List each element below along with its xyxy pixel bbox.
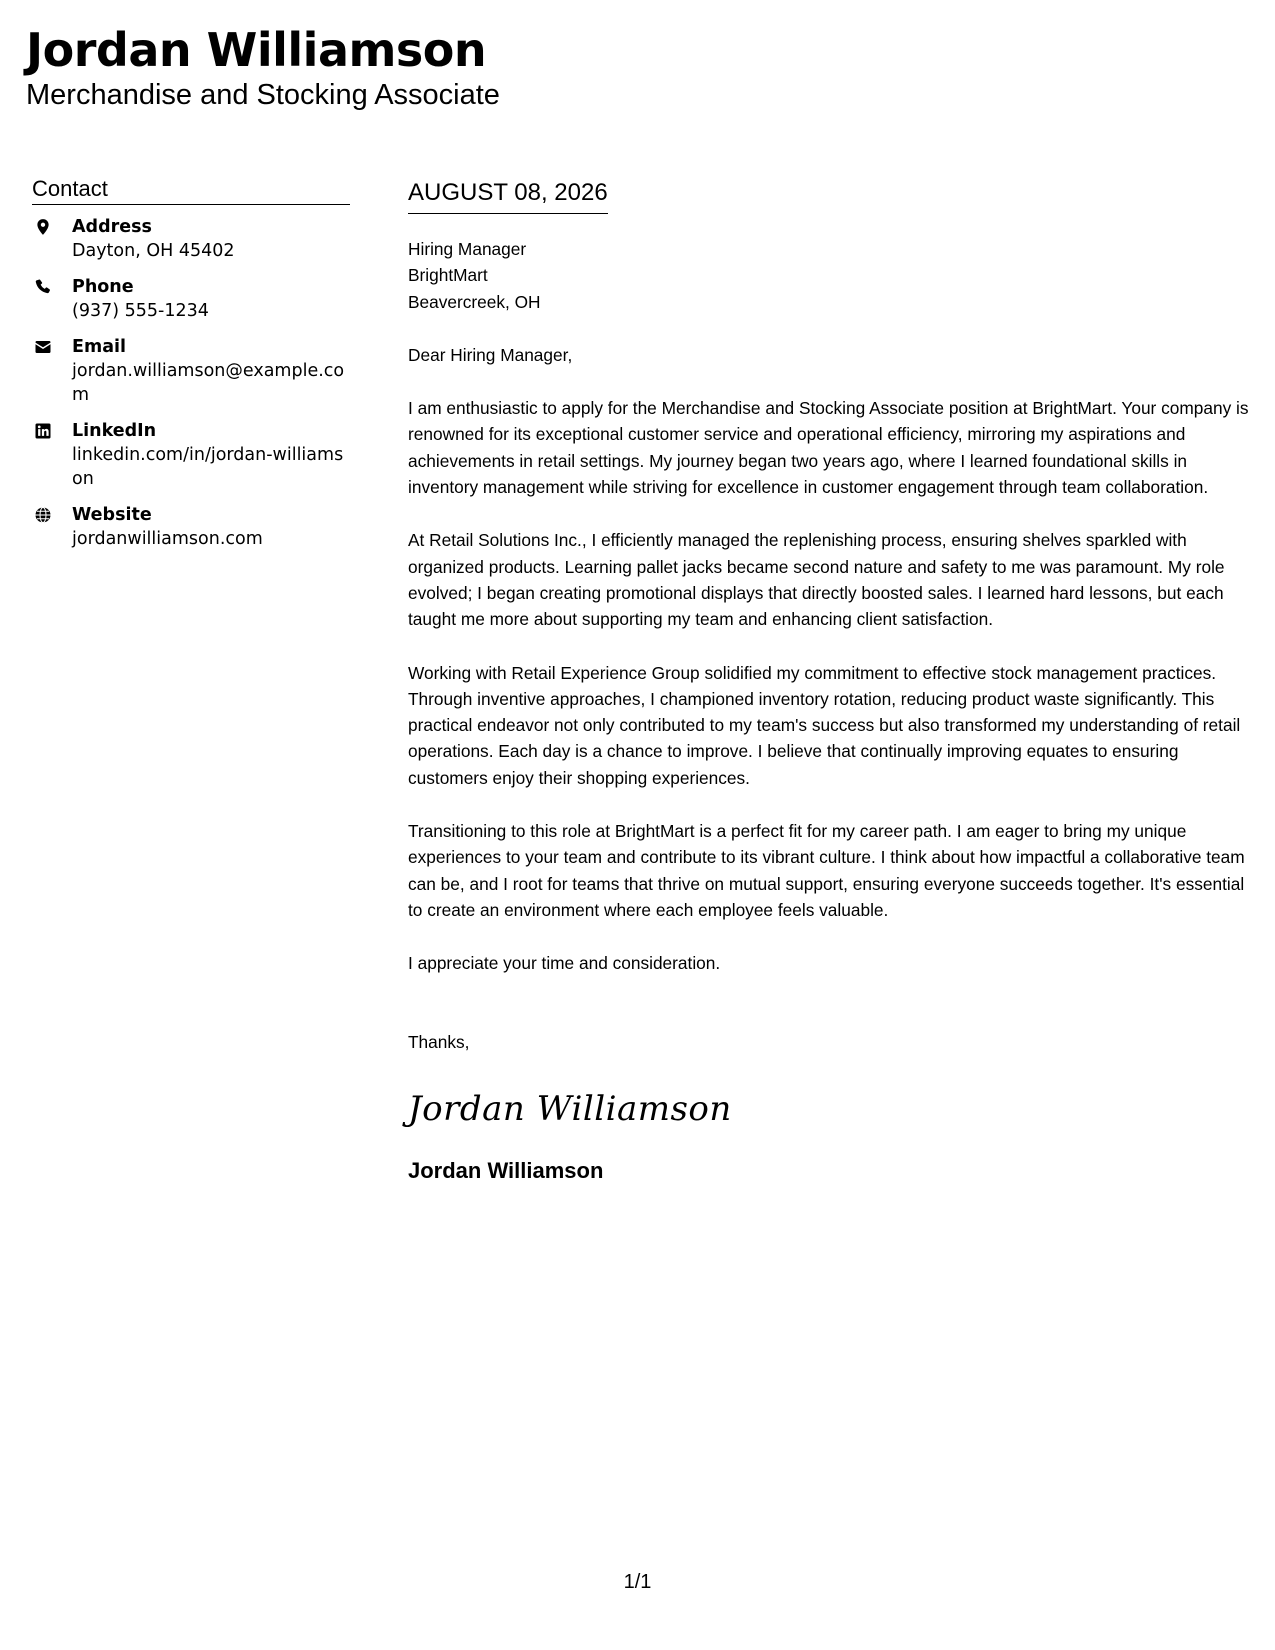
envelope-icon xyxy=(32,335,72,356)
phone-value: (937) 555-1234 xyxy=(72,301,209,321)
phone-label: Phone xyxy=(72,277,134,297)
website-value: jordanwilliamson.com xyxy=(72,529,263,549)
map-pin-icon xyxy=(32,215,72,236)
linkedin-label: LinkedIn xyxy=(72,421,157,441)
applicant-title: Merchandise and Stocking Associate xyxy=(26,79,500,111)
linkedin-icon xyxy=(32,419,72,440)
contact-item-linkedin xyxy=(32,419,350,491)
letter-body xyxy=(408,177,1253,1185)
header xyxy=(26,22,500,112)
closing-line: I appreciate your time and consideration. xyxy=(408,953,721,974)
linkedin-value: linkedin.com/in/jordan-williamson xyxy=(72,445,344,489)
page-number: 1/1 xyxy=(623,1571,652,1593)
email-value: jordan.williamson@example.com xyxy=(72,361,345,405)
signoff: Thanks, xyxy=(408,1031,470,1052)
paragraph-4: Transitioning to this role at BrightMart is a perfect fit for my career path. I am eager to bring my unique experiences to your team and contribute to its vibrant culture. I think about how impactful a collaborative team can be, and I root for teams that thrive on mutual support, ensuring everyone succeeds together. It's essential to create an environment where each employee feels valuable. xyxy=(408,821,1245,920)
address-label: Address xyxy=(72,217,152,237)
greeting: Dear Hiring Manager, xyxy=(408,344,573,365)
contact-heading: Contact xyxy=(32,175,350,205)
globe-icon xyxy=(32,503,72,524)
letter-date: AUGUST 08, 2026 xyxy=(408,177,608,214)
recipient-location: Beavercreek, OH xyxy=(408,291,541,312)
handwritten-signature: Jordan Williamson xyxy=(408,1088,732,1129)
paragraph-2: At Retail Solutions Inc., I efficiently managed the replenishing process, ensuring shelves sparkled with organized products. Learning pallet jacks became second nature and safety to me was paramount. My role evolved; I began creating promotional displays that directly boosted sales. I learned hard lessons, but each taught me more about supporting my team and enhancing client satisfaction. xyxy=(408,530,1225,630)
paragraph-3: Working with Retail Experience Group solidified my commitment to effective stock management practices. Through inventive approaches, I championed inventory rotation, reducing product waste significantly. This practical endeavor not only contributed to my team's success but also transformed my understanding of retail operations. Each day is a chance to improve. I believe that continually improving equates to ensuring customers enjoy their shopping experiences. xyxy=(408,662,1241,788)
recipient-company: BrightMart xyxy=(408,265,488,286)
contact-item-email xyxy=(32,335,350,407)
contact-item-address xyxy=(32,215,350,263)
signer-name: Jordan Williamson xyxy=(408,1157,604,1183)
contact-item-website xyxy=(32,503,350,551)
paragraph-1: I am enthusiastic to apply for the Merchandise and Stocking Associate position at BrightMart. Your company is renowned for its exceptional customer service and operational efficiency, mirroring my aspirations and achievements in retail settings. My journey began two years ago, where I learned foundational skills in inventory management while striving for excellence in customer engagement through team collaboration. xyxy=(408,398,1249,498)
address-value: Dayton, OH 45402 xyxy=(72,241,235,261)
contact-item-phone xyxy=(32,275,350,323)
recipient-block xyxy=(408,236,1253,315)
contact-sidebar xyxy=(32,175,350,563)
applicant-name: Jordan Williamson xyxy=(26,23,487,77)
email-label: Email xyxy=(72,337,126,357)
phone-icon xyxy=(32,275,72,296)
recipient-title: Hiring Manager xyxy=(408,239,527,259)
website-label: Website xyxy=(72,505,152,525)
